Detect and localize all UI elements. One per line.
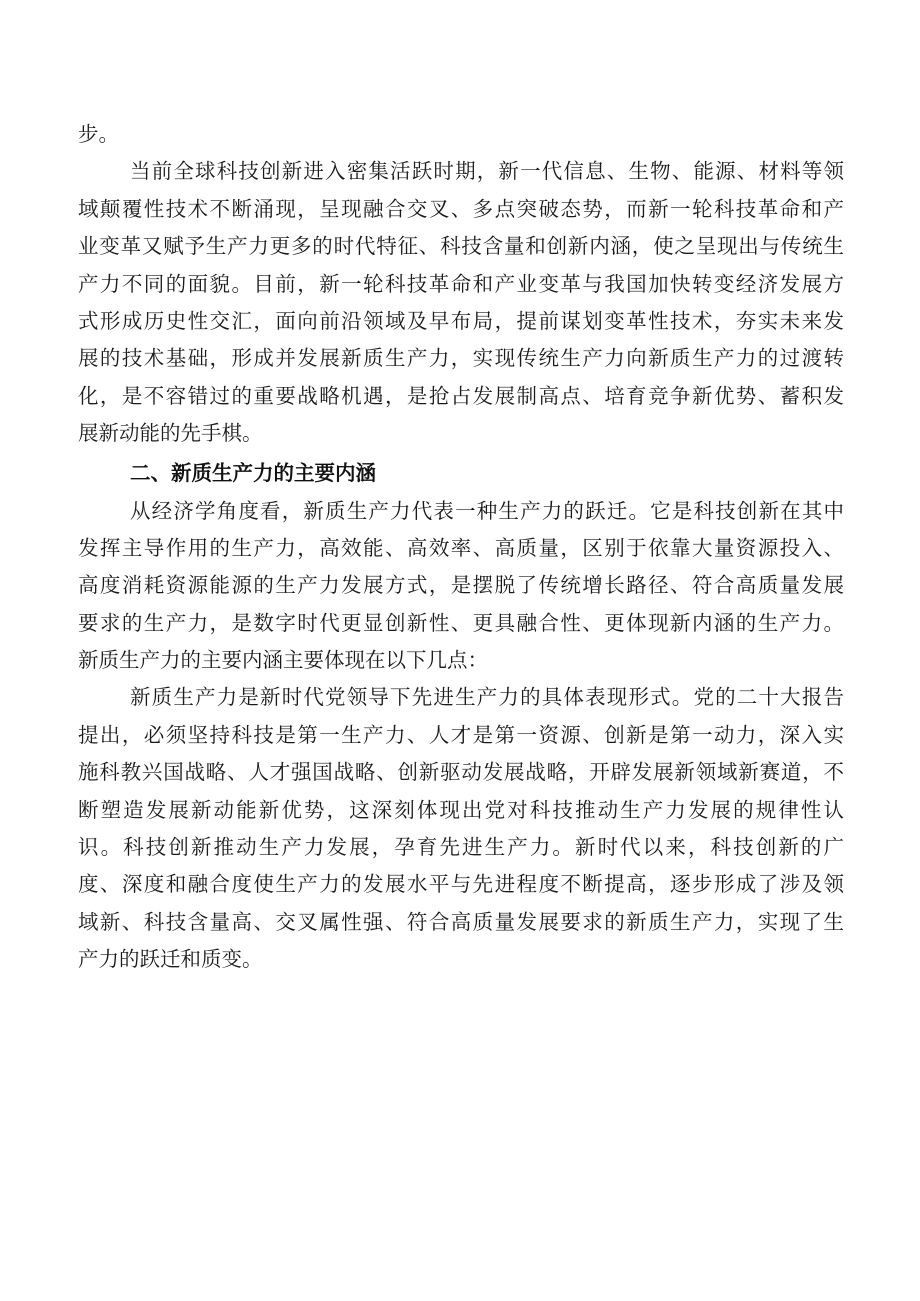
paragraph-line: 业变革又赋予生产力更多的时代特征、科技含量和创新内涵，使之呈现出与传统生 xyxy=(78,234,844,259)
paragraph-line: 度、深度和融合度使生产力的发展水平与先进程度不断提高，逐步形成了涉及领 xyxy=(78,872,844,897)
paragraph-new-era-productivity xyxy=(78,679,844,978)
paragraph-line: 施科教兴国战略、人才强国战略、创新驱动发展战略，开辟发展新领域新赛道，不 xyxy=(78,760,844,785)
paragraph-line: 产力不同的面貌。目前，新一轮科技革命和产业变革与我国加快转变经济发展方 xyxy=(78,271,844,296)
paragraph-line: 断塑造发展新动能新优势，这深刻体现出党对科技推动生产力发展的规律性认 xyxy=(78,797,844,822)
paragraph-line: 从经济学角度看，新质生产力代表一种生产力的跃迁。它是科技创新在其中 xyxy=(130,498,844,523)
paragraph-line: 识。科技创新推动生产力发展，孕育先进生产力。新时代以来，科技创新的广 xyxy=(78,835,844,860)
document-body xyxy=(78,116,844,979)
section-heading: 二、新质生产力的主要内涵 xyxy=(130,460,376,485)
paragraph-line: 提出，必须坚持科技是第一生产力、人才是第一资源、创新是第一动力，深入实 xyxy=(78,722,844,747)
paragraph-continuation xyxy=(78,116,844,153)
paragraph-line: 化，是不容错过的重要战略机遇，是抢占发展制高点、培育竞争新优势、蓄积发 xyxy=(78,383,844,408)
paragraph-line: 域新、科技含量高、交叉属性强、符合高质量发展要求的新质生产力，实现了生 xyxy=(78,909,844,934)
paragraph-line: 产力的跃迁和质变。 xyxy=(78,947,263,972)
paragraph-line: 步。 xyxy=(78,122,119,146)
paragraph-line: 当前全球科技创新进入密集活跃时期，新一代信息、生物、能源、材料等领 xyxy=(130,159,844,184)
paragraph-line: 展的技术基础，形成并发展新质生产力，实现传统生产力向新质生产力的过渡转 xyxy=(78,346,844,371)
paragraph-line: 发挥主导作用的生产力，高效能、高效率、高质量，区别于依靠大量资源投入、 xyxy=(78,535,844,560)
paragraph-global-tech-innovation xyxy=(78,153,844,452)
paragraph-line: 域颠覆性技术不断涌现，呈现融合交叉、多点突破态势，而新一轮科技革命和产 xyxy=(78,196,844,221)
paragraph-line: 展新动能的先手棋。 xyxy=(78,421,263,446)
paragraph-line: 新质生产力的主要内涵主要体现在以下几点： xyxy=(78,648,488,673)
paragraph-line: 式形成历史性交汇，面向前沿领域及早布局，提前谋划变革性技术，夯实未来发 xyxy=(78,308,844,333)
paragraph-economics-perspective xyxy=(78,493,844,680)
paragraph-line: 要求的生产力，是数字时代更显创新性、更具融合性、更体现新内涵的生产力。 xyxy=(78,610,844,635)
paragraph-line: 高度消耗资源能源的生产力发展方式，是摆脱了传统增长路径、符合高质量发展 xyxy=(78,573,844,598)
paragraph-line: 新质生产力是新时代党领导下先进生产力的具体表现形式。党的二十大报告 xyxy=(130,685,844,710)
